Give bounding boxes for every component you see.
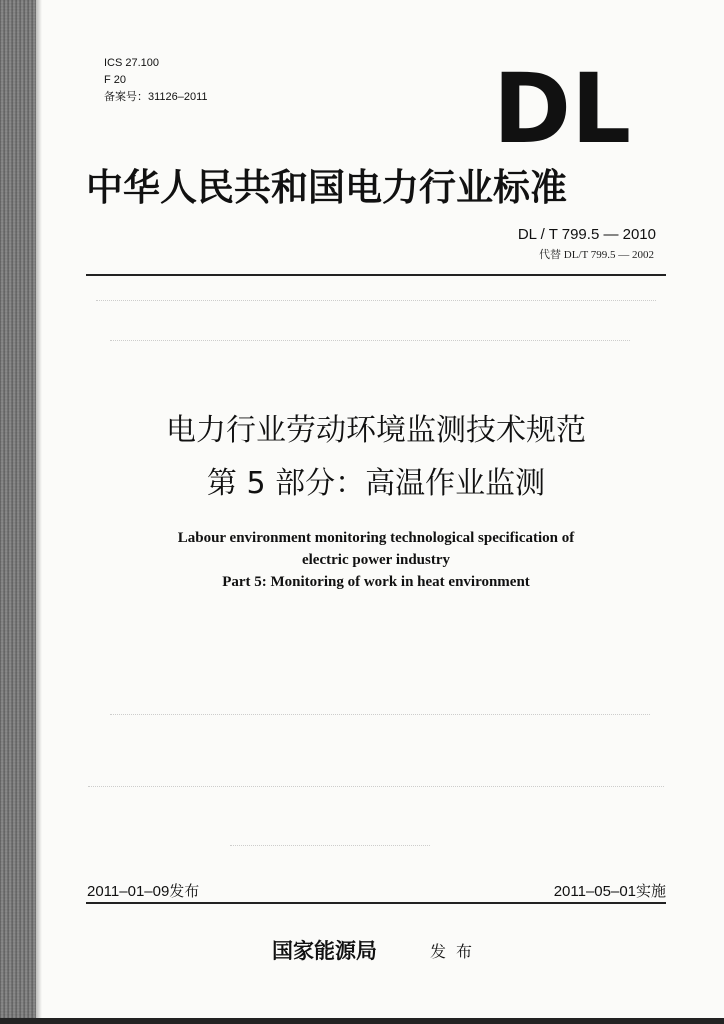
publisher-name: 国家能源局 bbox=[272, 938, 377, 963]
english-title-line3: Part 5: Monitoring of work in heat environment bbox=[222, 574, 530, 590]
implementation-date: 2011–05–01实施 bbox=[553, 883, 666, 900]
scan-noise-line bbox=[96, 300, 656, 301]
scan-noise-line bbox=[110, 340, 630, 341]
standard-number: DL / T 799.5 — 2010 bbox=[517, 226, 656, 243]
dl-logo-text: DL bbox=[493, 68, 631, 148]
chinese-title-line2: 第 5 部分：高温作业监测 bbox=[206, 466, 546, 501]
header-meta bbox=[104, 55, 208, 106]
scan-edge bbox=[0, 0, 36, 1024]
scan-noise-line bbox=[88, 786, 664, 787]
standard-replaces: 代替 DL/T 799.5 — 2002 bbox=[539, 249, 654, 261]
english-title-line1: Labour environment monitoring technological specification of bbox=[177, 530, 575, 546]
scan-noise-line bbox=[110, 714, 650, 715]
publish-action: 发布 bbox=[430, 942, 483, 961]
filing-number: 备案号：31126–2011 bbox=[104, 91, 208, 103]
scan-bottom-edge bbox=[0, 1018, 724, 1024]
bottom-rule bbox=[86, 902, 666, 904]
classification-code: F 20 bbox=[104, 74, 127, 86]
main-title: 中华人民共和国电力行业标准 bbox=[86, 165, 567, 209]
top-rule bbox=[86, 274, 666, 276]
english-title-line2: electric power industry bbox=[301, 552, 451, 568]
scan-noise-line bbox=[230, 845, 430, 846]
chinese-title-line1: 电力行业劳动环境监测技术规范 bbox=[166, 413, 586, 448]
dl-logo bbox=[493, 68, 631, 148]
ics-code: ICS 27.100 bbox=[104, 57, 160, 69]
issue-date: 2011–01–09发布 bbox=[87, 883, 200, 900]
